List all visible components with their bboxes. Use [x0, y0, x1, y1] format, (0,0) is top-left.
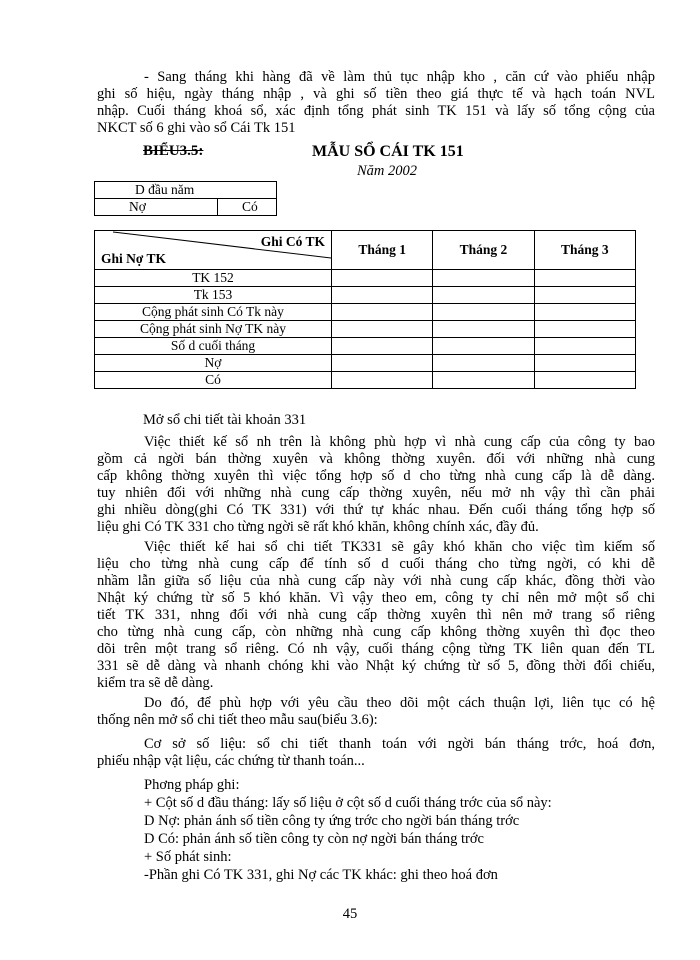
row-label: Tk 153 — [95, 287, 332, 304]
text-line: Nhật ký chứng từ số 5 khó khăn. Vì vậy theo em, công ty chỉ nên mở một sổ chi — [97, 590, 655, 606]
row-label: Có — [95, 372, 332, 389]
text-line: ghi nhiều dòng(ghi Có TK 331) với thứ tự khác nhau. Đến cuối tháng tổng hợp số — [97, 502, 655, 518]
table-cell — [534, 287, 635, 304]
text-line: 331 sẽ dễ dàng và nhanh chóng khi vào Nhật ký chứng từ số 5, đồng thời đối chiếu, — [97, 658, 655, 674]
row-label: TK 152 — [95, 270, 332, 287]
table-cell — [534, 355, 635, 372]
table-cell — [433, 287, 534, 304]
opening-balance-label: D đầu năm — [95, 182, 277, 199]
text-line: nhập. Cuối tháng khoá sổ, xác định tổng phát sinh TK 151 và lấy số tổng cộng của — [97, 103, 655, 119]
month-header: Tháng 1 — [332, 231, 433, 270]
text-line: liệu cho từng nhà cung cấp để tính số d cuối tháng cho từng ngời, có khi dễ — [97, 556, 655, 572]
text-line: tuy nhiên đối với những nhà cung cấp thờng xuyên, nếu mở nh vậy thì cần phải — [97, 485, 655, 501]
table-row — [95, 287, 636, 304]
figure-label: BIỂU3.5: — [143, 143, 204, 159]
text-line: -Phần ghi Có TK 331, ghi Nợ các TK khác: ghi theo hoá đơn — [144, 867, 498, 883]
text-line: - Sang tháng khi hàng đã về làm thủ tục nhập kho , căn cứ vào phiếu nhập — [144, 69, 655, 85]
text-line: gồm cả ngời bán thờng xuyên và không thờng xuyên. đối với những nhà cung — [97, 451, 655, 467]
intro-paragraph — [97, 69, 655, 137]
text-line: dõi trên một trang sổ riêng. Có nh vậy, cuối tháng cộng từng TK liên quan đến TL — [97, 641, 655, 657]
table-cell — [433, 372, 534, 389]
text-line: D Có: phản ánh số tiền công ty còn nợ ngời bán tháng trớc — [144, 831, 484, 847]
text-line: cấp không thờng xuyên thì việc tổng hợp số d cho từng nhà cung cấp là dễ dàng. — [97, 468, 655, 484]
text-line: NKCT số 6 ghi vào sổ Cái Tk 151 — [97, 120, 296, 136]
section-title: Mở sổ chi tiết tài khoản 331 — [143, 412, 307, 428]
row-label: Nợ — [95, 355, 332, 372]
text-line: + Số phát sinh: — [144, 849, 232, 865]
credit-header: Có — [218, 199, 277, 216]
row-label: Số d cuối tháng — [95, 338, 332, 355]
paragraph-3 — [97, 695, 655, 729]
table-cell — [332, 321, 433, 338]
table-cell — [332, 304, 433, 321]
table-cell — [433, 321, 534, 338]
paragraph-2 — [97, 539, 655, 692]
method-section — [144, 776, 654, 884]
table-cell — [332, 355, 433, 372]
row-label: Cộng phát sinh Nợ TK này — [95, 321, 332, 338]
table-cell — [332, 287, 433, 304]
table-cell — [332, 372, 433, 389]
page-title: MẪU SỔ CÁI TK 151 — [312, 143, 464, 160]
table-row — [95, 355, 636, 372]
text-line: nhầm lẫn giữa số liệu của nhà cung cấp này với nhà cung cấp khác, đồng thời vào — [97, 573, 655, 589]
text-line: liệu ghi Có TK 331 cho từng ngời sẽ rất khó khăn, không chính xác, đầy đủ. — [97, 519, 539, 535]
text-line: tiết TK 331, nhng đối với nhà cung cấp thờng xuyên thì nên mở trang sổ riêng — [97, 607, 655, 623]
text-line: kiểm tra sẽ dễ dàng. — [97, 675, 214, 691]
table-row — [95, 321, 636, 338]
month-header: Tháng 3 — [534, 231, 635, 270]
debit-header: Nợ — [95, 199, 218, 216]
table-cell — [534, 338, 635, 355]
table-cell — [433, 270, 534, 287]
method-heading: Phơng pháp ghi: — [144, 777, 240, 793]
text-line: phiếu nhập vật liệu, các chứng từ thanh toán... — [97, 753, 365, 769]
year-subtitle: Năm 2002 — [357, 163, 418, 179]
table-row — [95, 372, 636, 389]
table-cell — [332, 270, 433, 287]
table-cell — [433, 338, 534, 355]
table-cell — [534, 321, 635, 338]
text-line: Việc thiết kế hai sổ chi tiết TK331 sẽ gây khó khăn cho việc tìm kiếm số — [144, 539, 655, 555]
text-line: thống nên mở sổ chi tiết theo mẫu sau(biểu 3.6): — [97, 712, 378, 728]
text-line: + Cột số d đầu tháng: lấy số liệu ở cột số d cuối tháng trớc của sổ này: — [144, 795, 552, 811]
opening-balance-table — [94, 181, 277, 216]
table-row — [95, 304, 636, 321]
table-cell — [534, 304, 635, 321]
table-row — [95, 270, 636, 287]
text-line: Việc thiết kế sổ nh trên là không phù hợp vì nhà cung cấp của công ty bao — [144, 434, 655, 450]
text-line: Cơ sở số liệu: sổ chi tiết thanh toán với ngời bán tháng trớc, hoá đơn, — [144, 736, 655, 752]
paragraph-4 — [97, 736, 655, 770]
ledger-table — [94, 230, 636, 389]
diagonal-header-cell — [95, 231, 332, 270]
text-line: Do đó, để phù hợp với yêu cầu theo dõi một cách thuận lợi, liên tục có hệ — [144, 695, 655, 711]
month-header: Tháng 2 — [433, 231, 534, 270]
table-cell — [534, 372, 635, 389]
table-row — [95, 338, 636, 355]
paragraph-1 — [97, 434, 655, 536]
text-line: D Nợ: phản ánh số tiền công ty ứng trớc cho ngời bán tháng trớc — [144, 813, 520, 829]
table-cell — [332, 338, 433, 355]
row-label: Cộng phát sinh Có Tk này — [95, 304, 332, 321]
table-cell — [433, 355, 534, 372]
debit-account-header: Ghi Nợ TK — [101, 251, 166, 266]
table-cell — [433, 304, 534, 321]
text-line: cho từng nhà cung cấp, còn những nhà cung cấp không thờng xuyên thì đọc theo — [97, 624, 655, 640]
page-number: 45 — [342, 906, 358, 922]
table-cell — [534, 270, 635, 287]
credit-account-header: Ghi Có TK — [260, 234, 325, 249]
text-line: ghi số hiệu, ngày tháng nhập , và ghi số tiền theo giá thực tế và hạch toán NVL — [97, 86, 655, 102]
